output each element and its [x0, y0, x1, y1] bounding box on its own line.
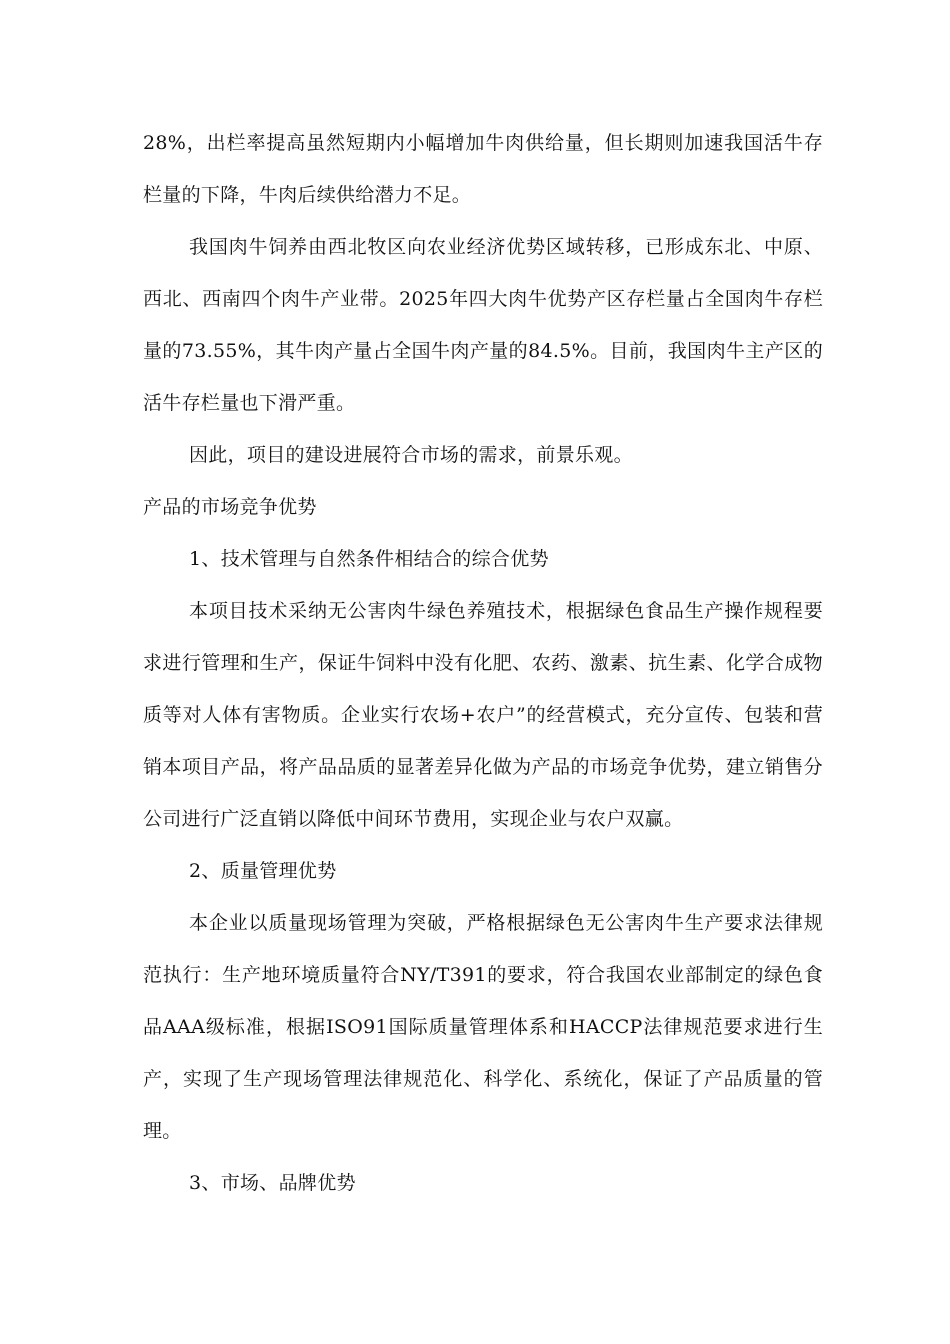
paragraph-continuation: 28%，出栏率提高虽然短期内小幅增加牛肉供给量，但长期则加速我国活牛存栏量的下降，牛肉后续供给潜力不足。 [143, 132, 823, 206]
subheading-market-brand: 3、市场、品牌优势 [189, 1172, 356, 1194]
paragraph-quality-management: 本企业以质量现场管理为突破，严格根据绿色无公害肉牛生产要求法律规范执行：生产地环境质量符合NY/T391的要求，符合我国农业部制定的绿色食品AAA级标准，根据ISO91国际质量管理体系和HACCP法律规范要求进行生产，实现了生产现场管理法律规范化、科学化、系统化，保证了产品质量的管理。 [143, 912, 823, 1142]
subheading-quality-management: 2、质量管理优势 [189, 860, 337, 882]
paragraph-tech-management: 本项目技术采纳无公害肉牛绿色养殖技术，根据绿色食品生产操作规程要求进行管理和生产，保证牛饲料中没有化肥、农药、激素、抗生素、化学合成物质等对人体有害物质。企业实行农场+农户”的经营模式，充分宣传、包装和营销本项目产品，将产品品质的显著差异化做为产品的市场竞争优势，建立销售分公司进行广泛直销以降低中间环节费用，实现企业与农户双赢。 [143, 600, 823, 830]
paragraph-conclusion: 因此，项目的建设进展符合市场的需求，前景乐观。 [189, 444, 633, 466]
document-body [143, 117, 823, 1209]
subheading-tech-management: 1、技术管理与自然条件相结合的综合优势 [189, 548, 549, 570]
section-heading-competitive-advantage: 产品的市场竞争优势 [143, 496, 317, 518]
paragraph-beef-regions: 我国肉牛饲养由西北牧区向农业经济优势区域转移，已形成东北、中原、西北、西南四个肉牛产业带。2025年四大肉牛优势产区存栏量占全国肉牛存栏量的73.55%，其牛肉产量占全国牛肉产量的84.5%。目前，我国肉牛主产区的活牛存栏量也下滑严重。 [143, 236, 823, 414]
